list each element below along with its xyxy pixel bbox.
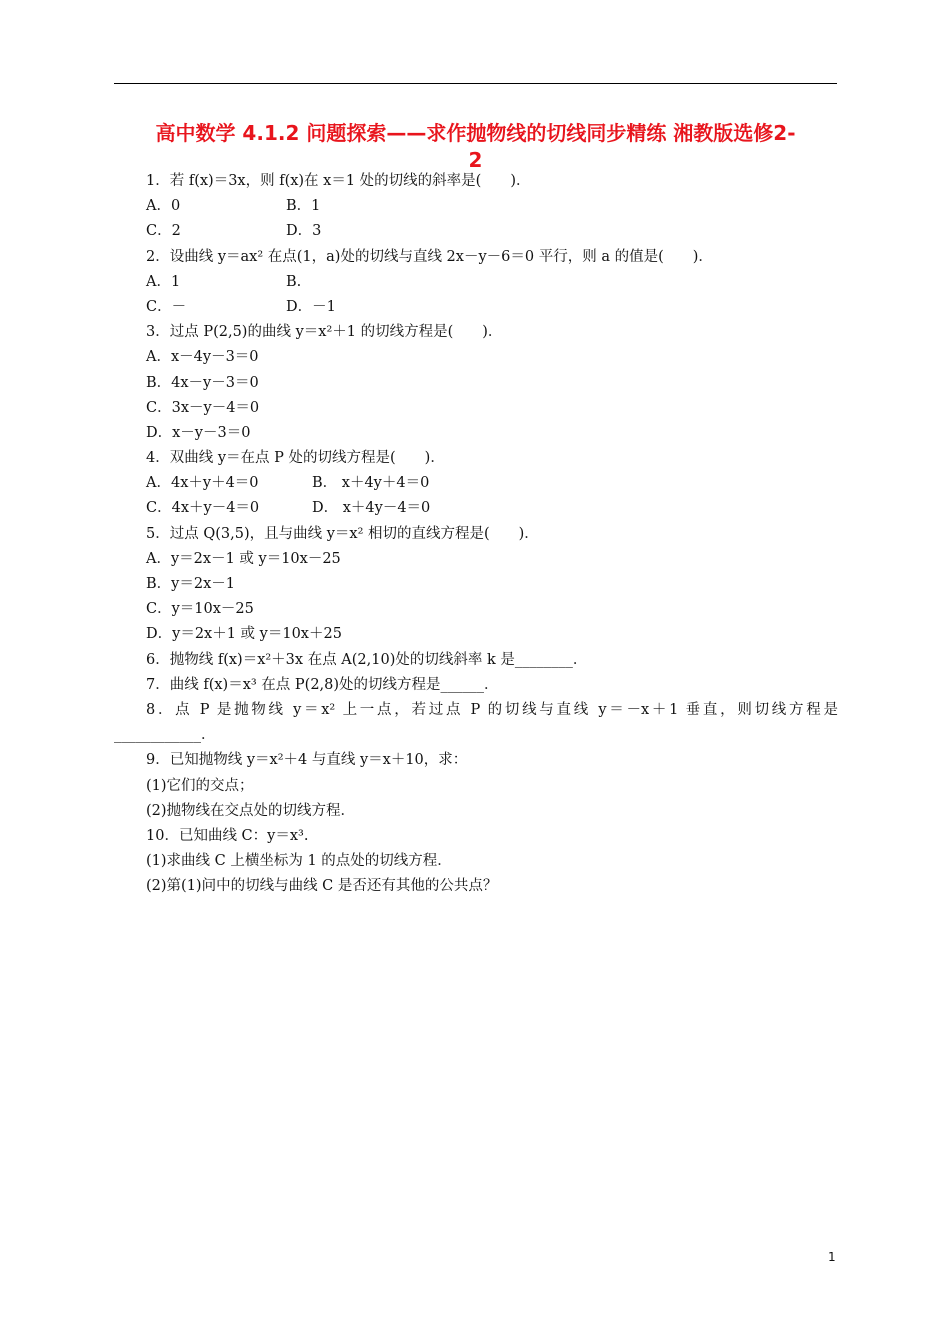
question-3-option-a: A．x－4y－3＝0 — [146, 349, 259, 366]
question-9: 9．已知抛物线 y＝x²＋4 与直线 y＝x＋10，求： — [146, 752, 468, 769]
question-2-options-ab — [146, 270, 838, 295]
header-rule — [114, 83, 837, 84]
question-1-options-ab — [146, 194, 838, 219]
question-9-part-2: (2)抛物线在交点处的切线方程． — [146, 802, 356, 819]
option-b: B. — [286, 273, 302, 290]
option-d: D． x＋4y－4＝0 — [312, 500, 431, 517]
question-5-option-b: B．y＝2x－1 — [146, 576, 235, 592]
question-8-line-1: 8．点 P 是抛物线 y＝x² 上一点，若过点 P 的切线与直线 y＝－x＋1 垂直，则切线方程是 — [146, 701, 838, 718]
question-10: 10．已知曲线 C：y＝x³. — [146, 827, 309, 844]
option-c: C．2 — [146, 223, 181, 240]
question-3-option-d: D．x－y－3＝0 — [146, 424, 251, 441]
question-4: 4．双曲线 y＝在点 P 处的切线方程是( )． — [146, 450, 445, 467]
option-d: D．3 — [286, 223, 322, 240]
question-5-option-d: D．y＝2x＋1 或 y＝10x＋25 — [146, 626, 342, 643]
question-6: 6．抛物线 f(x)＝x²＋3x 在点 A(2,10)处的切线斜率 k 是________． — [146, 651, 588, 668]
option-b: B．1 — [286, 198, 321, 215]
option-b: B． x＋4y＋4＝0 — [312, 475, 430, 492]
question-list — [114, 169, 838, 899]
question-10-part-1: (1)求曲线 C 上横坐标为 1 的点处的切线方程． — [146, 853, 452, 870]
question-5-option-a: A．y＝2x－1 或 y＝10x－25 — [146, 550, 341, 567]
question-3: 3．过点 P(2,5)的曲线 y＝x²＋1 的切线方程是( )． — [146, 324, 503, 341]
option-a: A．0 — [146, 198, 181, 215]
question-1-options-cd — [146, 219, 838, 244]
question-9-part-1: (1)它们的交点； — [146, 777, 254, 794]
question-7: 7．曲线 f(x)＝x³ 在点 P(2,8)处的切线方程是______． — [146, 676, 499, 693]
document-title — [114, 120, 837, 174]
question-4-options-ab — [146, 471, 838, 496]
title-line-2: 2 — [468, 148, 483, 172]
option-a: A．1 — [146, 273, 181, 290]
question-2: 2．设曲线 y＝ax² 在点(1，a)处的切线与直线 2x－y－6＝0 平行，则 a 的值是( )． — [146, 248, 713, 265]
option-c: C．－ — [146, 298, 187, 315]
question-5-option-c: C．y＝10x－25 — [146, 601, 254, 618]
title-line-1: 高中数学 4.1.2 问题探索——求作抛物线的切线同步精练 湘教版选修2- — [155, 121, 796, 145]
question-4-options-cd — [146, 496, 838, 521]
option-a: A．4x＋y＋4＝0 — [146, 475, 259, 492]
question-3-option-c: C．3x－y－4＝0 — [146, 399, 260, 416]
page-number: 1 — [828, 1250, 836, 1264]
question-2-options-cd — [146, 295, 838, 320]
question-1: 1．若 f(x)＝3x，则 f(x)在 x＝1 处的切线的斜率是( )． — [146, 173, 531, 189]
question-3-option-b: B．4x－y－3＝0 — [146, 374, 259, 391]
question-8-line-2: ____________． — [114, 727, 216, 744]
question-5: 5．过点 Q(3,5)，且与曲线 y＝x² 相切的直线方程是( )． — [146, 525, 539, 542]
option-d: D．－1 — [286, 298, 336, 315]
question-10-part-2: (2)第(1)问中的切线与曲线 C 是否还有其他的公共点？ — [146, 878, 498, 895]
option-c: C．4x＋y－4＝0 — [146, 500, 260, 517]
